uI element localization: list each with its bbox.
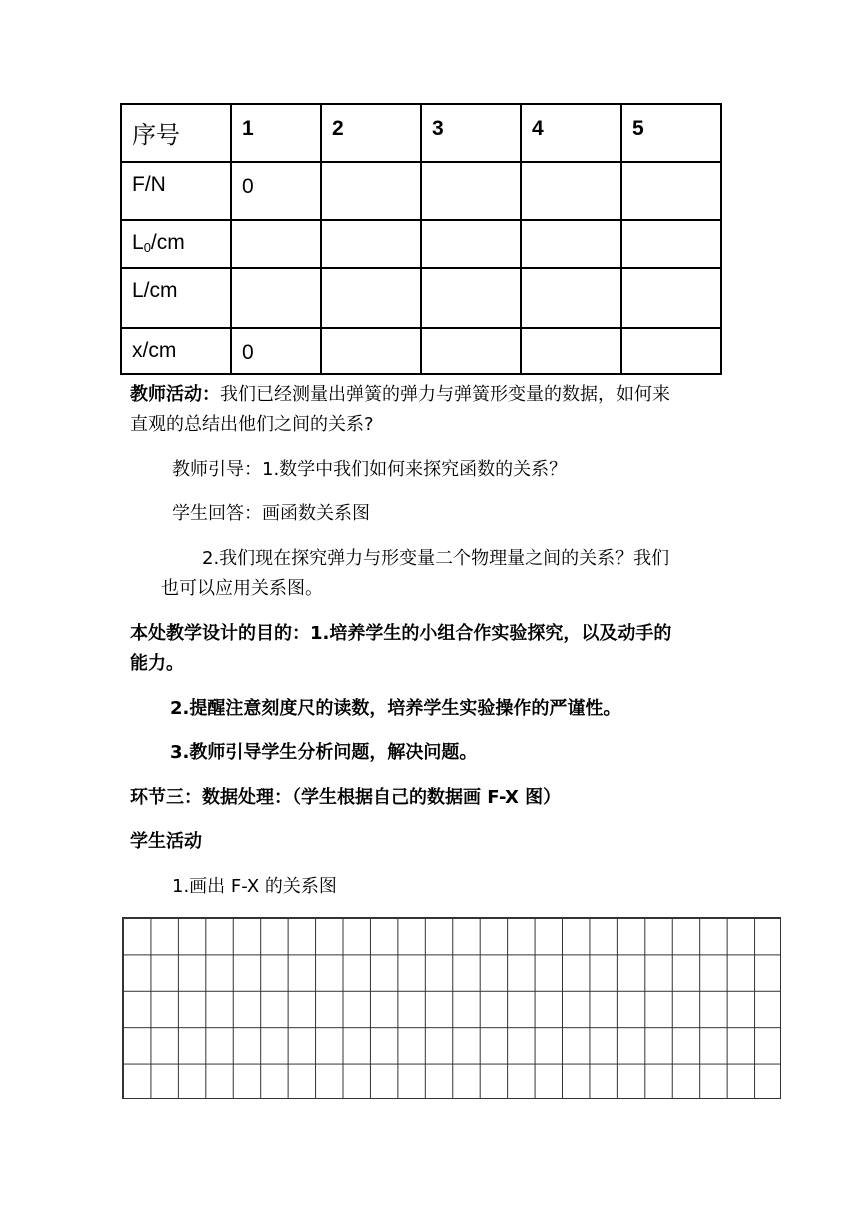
table-cell <box>321 268 421 328</box>
table-cell <box>521 328 621 374</box>
table-header-cell: 5 <box>621 104 721 162</box>
table-cell: $L_0/cm$ <box>121 220 231 268</box>
table-cell <box>621 268 721 328</box>
teacher-guide: 教师引导：1.数学中我们如何来探究函数的关系？ <box>172 459 568 480</box>
table-cell <box>621 328 721 374</box>
table-header-cell: 2 <box>321 104 421 162</box>
teacher-activity-label: 教师活动： <box>130 384 220 405</box>
table-cell <box>421 162 521 220</box>
table-cell <box>231 268 321 328</box>
table-cell: x/cm <box>121 328 231 374</box>
graph-paper-grid <box>122 917 781 1099</box>
purpose-line1: 本处教学设计的目的：1.培养学生的小组合作实验探究，以及动手的 <box>130 623 672 644</box>
table-cell <box>321 220 421 268</box>
table-cell <box>321 328 421 374</box>
table-row <box>121 162 721 220</box>
purpose-item2: 2.提醒注意刻度尺的读数，培养学生实验操作的严谨性。 <box>170 698 622 719</box>
draw-instruction: 1.画出 F-X 的关系图 <box>172 876 337 897</box>
table-header-cell: 4 <box>521 104 621 162</box>
question2-line2: 也可以应用关系图。 <box>161 578 323 599</box>
table-header-cell: 1 <box>231 104 321 162</box>
table-cell <box>421 328 521 374</box>
table-cell <box>521 268 621 328</box>
teacher-activity-line2: 直观的总结出他们之间的关系? <box>130 414 374 435</box>
table-cell <box>621 220 721 268</box>
question2-line1: 2.我们现在探究弹力与形变量二个物理量之间的关系？我们 <box>202 548 670 569</box>
table-header-cell: 序号 <box>121 104 231 162</box>
table-cell: F/N <box>121 162 231 220</box>
table-cell <box>231 220 321 268</box>
table-cell <box>321 162 421 220</box>
student-activity-heading: 学生活动 <box>130 831 202 852</box>
student-answer: 学生回答：画函数关系图 <box>172 503 370 524</box>
purpose-item3: 3.教师引导学生分析问题，解决问题。 <box>170 742 478 763</box>
table-cell: L/cm <box>121 268 231 328</box>
table-cell: 0 <box>231 162 321 220</box>
table-cell <box>521 220 621 268</box>
measurement-table <box>120 103 722 375</box>
table-row <box>121 268 721 328</box>
table-row <box>121 220 721 268</box>
table-header-cell: 3 <box>421 104 521 162</box>
teacher-activity-line1: 教师活动：我们已经测量出弹簧的弹力与弹簧形变量的数据，如何来 <box>130 384 670 405</box>
table-cell <box>421 220 521 268</box>
purpose-line2: 能力。 <box>130 653 184 674</box>
table-row <box>121 104 721 162</box>
section3-heading: 环节三：数据处理：（学生根据自己的数据画 F-X 图） <box>130 787 562 808</box>
table-cell <box>621 162 721 220</box>
table-cell: 0 <box>231 328 321 374</box>
table-cell <box>521 162 621 220</box>
table-row <box>121 328 721 374</box>
table-cell <box>421 268 521 328</box>
